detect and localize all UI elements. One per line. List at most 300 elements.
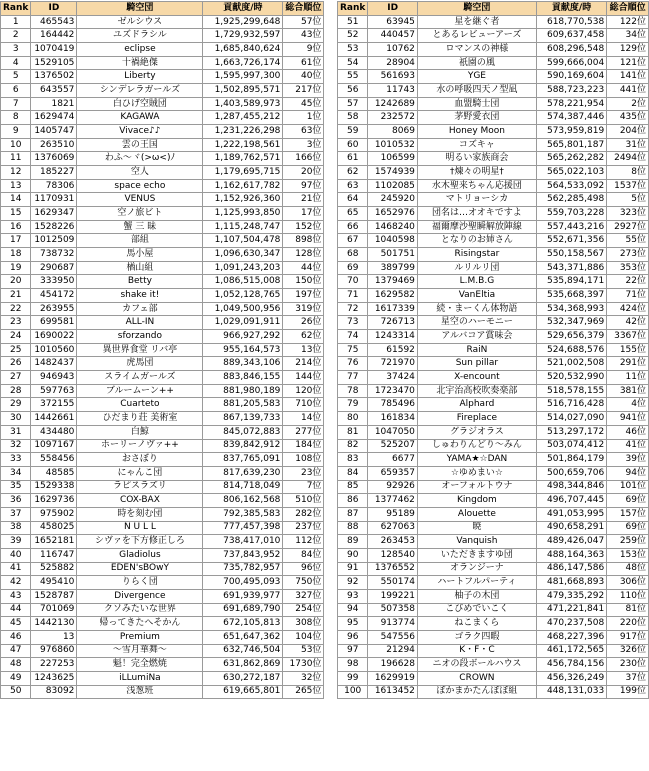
table-row [338,480,649,494]
rank-cell: 89 [338,535,368,549]
header-id: ID [31,2,77,16]
overall-rank-cell: 259位 [607,535,649,549]
guild-name-cell: シヴァを下方修正しろ [77,535,203,549]
overall-rank-cell: 8位 [607,166,649,180]
id-cell: 1010560 [31,343,77,357]
rank-cell: 59 [338,125,368,139]
guild-name-cell: カフェ部 [77,302,203,316]
contribution-cell: 565,022,103 [536,166,606,180]
rank-cell: 16 [1,220,31,234]
rank-cell: 33 [1,453,31,467]
table-row [338,671,649,685]
overall-rank-cell: 45位 [283,97,324,111]
contribution-cell: 735,782,957 [203,562,283,576]
contribution-cell: 456,784,156 [536,658,606,672]
table-row [1,302,324,316]
id-cell: 975902 [31,507,77,521]
overall-rank-cell: 4位 [607,398,649,412]
table-row [1,261,324,275]
contribution-cell: 619,665,801 [203,685,283,699]
id-cell: 785496 [368,398,418,412]
table-row [1,84,324,98]
overall-rank-cell: 48位 [607,562,649,576]
table-row [338,398,649,412]
contribution-cell: 496,707,445 [536,494,606,508]
rank-cell: 69 [338,261,368,275]
overall-rank-cell: 57位 [283,15,324,29]
id-cell: 83092 [31,685,77,699]
table-row [1,617,324,631]
contribution-cell: 883,846,155 [203,371,283,385]
contribution-cell: 534,368,993 [536,302,606,316]
contribution-cell: 574,387,446 [536,111,606,125]
contribution-cell: 479,335,292 [536,589,606,603]
guild-name-cell: ひだまり荘 美術室 [77,412,203,426]
id-cell: 1629919 [368,671,418,685]
table-row [1,15,324,29]
id-cell: 13 [31,630,77,644]
contribution-cell: 881,205,583 [203,398,283,412]
contribution-cell: 557,443,216 [536,220,606,234]
overall-rank-cell: 110位 [607,589,649,603]
overall-rank-cell: 112位 [283,535,324,549]
guild-name-cell: オーフォルトウナ [417,480,536,494]
contribution-cell: 1,663,726,174 [203,56,283,70]
table-row [1,507,324,521]
id-cell: 458025 [31,521,77,535]
guild-name-cell: iLLumiNa [77,671,203,685]
overall-rank-cell: 97位 [283,179,324,193]
contribution-cell: 632,746,504 [203,644,283,658]
table-row [1,562,324,576]
contribution-cell: 488,164,363 [536,548,606,562]
table-row [338,507,649,521]
table-row [1,56,324,70]
contribution-cell: 599,666,004 [536,56,606,70]
id-cell: 263510 [31,138,77,152]
overall-rank-cell: 34位 [607,29,649,43]
rank-cell: 91 [338,562,368,576]
id-cell: 1040598 [368,234,418,248]
guild-name-cell: コズキャ [417,138,536,152]
overall-rank-cell: 108位 [283,453,324,467]
overall-rank-cell: 3367位 [607,330,649,344]
table-row [1,630,324,644]
contribution-cell: 562,285,498 [536,193,606,207]
overall-rank-cell: 21位 [283,193,324,207]
overall-rank-cell: 61位 [283,56,324,70]
id-cell: 164442 [31,29,77,43]
rank-cell: 26 [1,357,31,371]
contribution-cell: 806,162,568 [203,494,283,508]
rank-cell: 41 [1,562,31,576]
header-id: ID [368,2,418,16]
table-row [1,357,324,371]
rank-cell: 39 [1,535,31,549]
guild-name-cell: アルバコア賞味会 [417,330,536,344]
id-cell: 1376552 [368,562,418,576]
rank-cell: 9 [1,125,31,139]
rank-cell: 17 [1,234,31,248]
rank-cell: 23 [1,316,31,330]
contribution-cell: 817,639,230 [203,466,283,480]
id-cell: 440457 [368,29,418,43]
contribution-cell: 867,139,733 [203,412,283,426]
overall-rank-cell: 41位 [607,439,649,453]
id-cell: 597763 [31,384,77,398]
rank-cell: 73 [338,316,368,330]
id-cell: 721970 [368,357,418,371]
id-cell: 199221 [368,589,418,603]
table-row [1,343,324,357]
contribution-cell: 845,072,883 [203,425,283,439]
id-cell: 465543 [31,15,77,29]
contribution-cell: 691,689,790 [203,603,283,617]
guild-name-cell: 福爾摩沙聖瞬解放陣線 [417,220,536,234]
contribution-cell: 535,894,171 [536,275,606,289]
table-body-left [1,15,324,699]
guild-name-cell: 星を継ぐ者 [417,15,536,29]
table-row [1,166,324,180]
contribution-cell: 470,237,508 [536,617,606,631]
overall-rank-cell: 7位 [283,480,324,494]
guild-name-cell: †煉々の明星† [417,166,536,180]
contribution-cell: 543,371,886 [536,261,606,275]
table-row [338,289,649,303]
overall-rank-cell: 265位 [283,685,324,699]
overall-rank-cell: 917位 [607,630,649,644]
table-row [338,357,649,371]
rank-cell: 52 [338,29,368,43]
contribution-cell: 792,385,583 [203,507,283,521]
guild-name-cell: シンデレラガールズ [77,84,203,98]
guild-name-cell: N U L L [77,521,203,535]
contribution-cell: 1,096,630,347 [203,248,283,262]
table-row [338,658,649,672]
guild-name-cell: CROWN [417,671,536,685]
table-row [1,603,324,617]
guild-name-cell: 白鯨 [77,425,203,439]
contribution-cell: 503,074,412 [536,439,606,453]
contribution-cell: 564,533,092 [536,179,606,193]
guild-name-cell: 白ひげ空賊団 [77,97,203,111]
contribution-cell: 1,287,455,212 [203,111,283,125]
table-row [338,644,649,658]
rank-cell: 34 [1,466,31,480]
contribution-cell: 565,801,187 [536,138,606,152]
id-cell: 1243625 [31,671,77,685]
id-cell: 558456 [31,453,77,467]
contribution-cell: 588,723,223 [536,84,606,98]
rank-cell: 19 [1,261,31,275]
table-row [338,412,649,426]
overall-rank-cell: 152位 [283,220,324,234]
overall-rank-cell: 327位 [283,589,324,603]
contribution-cell: 521,002,508 [536,357,606,371]
rank-cell: 62 [338,166,368,180]
rank-cell: 53 [338,43,368,57]
table-row [338,152,649,166]
id-cell: 37424 [368,371,418,385]
table-row [1,316,324,330]
id-cell: 8069 [368,125,418,139]
id-cell: 1629347 [31,207,77,221]
guild-name-cell: ゼルシウス [77,15,203,29]
id-cell: 1102085 [368,179,418,193]
id-cell: 372155 [31,398,77,412]
contribution-cell: 501,864,179 [536,453,606,467]
contribution-cell: 691,939,977 [203,589,283,603]
guild-name-cell: ALL-IN [77,316,203,330]
table-row [338,125,649,139]
contribution-cell: 456,326,249 [536,671,606,685]
table-row [1,70,324,84]
overall-rank-cell: 128位 [283,248,324,262]
guild-name-cell: ゴラク四暇 [417,630,536,644]
table-row [338,166,649,180]
contribution-cell: 881,980,189 [203,384,283,398]
rank-cell: 75 [338,343,368,357]
header-row [338,2,649,16]
guild-name-cell: クソみたいな世界 [77,603,203,617]
overall-rank-cell: 9位 [283,43,324,57]
guild-name-cell: 祇園の風 [417,56,536,70]
table-row [1,207,324,221]
overall-rank-cell: 510位 [283,494,324,508]
rank-cell: 14 [1,193,31,207]
rank-cell: 81 [338,425,368,439]
overall-rank-cell: 144位 [283,371,324,385]
table-row [1,43,324,57]
overall-rank-cell: 14位 [283,412,324,426]
id-cell: 550174 [368,576,418,590]
id-cell: 21294 [368,644,418,658]
id-cell: 196628 [368,658,418,672]
id-cell: 699581 [31,316,77,330]
contribution-cell: 535,668,397 [536,289,606,303]
guild-name-cell: COX-BAX [77,494,203,508]
contribution-cell: 737,843,952 [203,548,283,562]
rank-cell: 20 [1,275,31,289]
table-row [338,15,649,29]
guild-name-cell: ～雪月華舞～ [77,644,203,658]
contribution-cell: 837,765,091 [203,453,283,467]
rank-cell: 2 [1,29,31,43]
guild-name-cell: Vanquish [417,535,536,549]
overall-rank-cell: 441位 [607,84,649,98]
guild-name-cell: マトリョーシカ [417,193,536,207]
guild-name-cell: Fireplace [417,412,536,426]
id-cell: 6677 [368,453,418,467]
overall-rank-cell: 62位 [283,330,324,344]
id-cell: 738732 [31,248,77,262]
guild-name-cell: ニオの段ボールハウス [417,658,536,672]
id-cell: 1629736 [31,494,77,508]
overall-rank-cell: 2494位 [607,152,649,166]
table-row [338,494,649,508]
table-row [1,179,324,193]
contribution-cell: 491,053,995 [536,507,606,521]
id-cell: 507358 [368,603,418,617]
id-cell: 106599 [368,152,418,166]
id-cell: 116747 [31,548,77,562]
overall-rank-cell: 122位 [607,15,649,29]
contribution-cell: 1,925,299,648 [203,15,283,29]
guild-name-cell: こびめでいこく [417,603,536,617]
rank-cell: 100 [338,685,368,699]
id-cell: 659357 [368,466,418,480]
guild-name-cell: 北宇治高校吹奏楽部 [417,384,536,398]
id-cell: 547556 [368,630,418,644]
id-cell: 913774 [368,617,418,631]
id-cell: 63945 [368,15,418,29]
header-overall-rank: 総合順位 [607,2,649,16]
contribution-cell: 618,770,538 [536,15,606,29]
id-cell: 1170931 [31,193,77,207]
id-cell: 976860 [31,644,77,658]
id-cell: 78306 [31,179,77,193]
rank-cell: 70 [338,275,368,289]
rank-cell: 29 [1,398,31,412]
overall-rank-cell: 96位 [283,562,324,576]
ranking-table-right [337,1,649,699]
contribution-cell: 578,221,954 [536,97,606,111]
guild-name-cell: 馬小屋 [77,248,203,262]
table-row [338,617,649,631]
contribution-cell: 966,927,292 [203,330,283,344]
rank-cell: 51 [338,15,368,29]
table-row [338,220,649,234]
id-cell: 128540 [368,548,418,562]
table-row [338,316,649,330]
guild-name-cell: Kingdom [417,494,536,508]
overall-rank-cell: 153位 [607,548,649,562]
contribution-cell: 889,343,106 [203,357,283,371]
id-cell: 1405747 [31,125,77,139]
rank-cell: 50 [1,685,31,699]
guild-name-cell: ねこまくら [417,617,536,631]
overall-rank-cell: 2927位 [607,220,649,234]
overall-rank-cell: 44位 [283,261,324,275]
contribution-cell: 955,164,573 [203,343,283,357]
header-overall-rank: 総合順位 [283,2,324,16]
id-cell: 1242689 [368,97,418,111]
rank-cell: 37 [1,507,31,521]
id-cell: 263955 [31,302,77,316]
rank-cell: 7 [1,97,31,111]
guild-name-cell: Sun pillar [417,357,536,371]
overall-rank-cell: 71位 [607,289,649,303]
contribution-cell: 1,125,993,850 [203,207,283,221]
table-row [1,589,324,603]
contribution-cell: 500,659,706 [536,466,606,480]
guild-name-cell: Liberty [77,70,203,84]
guild-name-cell: VanEltia [417,289,536,303]
table-row [338,548,649,562]
table-row [338,302,649,316]
overall-rank-cell: 898位 [283,234,324,248]
overall-rank-cell: 319位 [283,302,324,316]
id-cell: 1528787 [31,589,77,603]
guild-name-cell: ロマンスの神様 [417,43,536,57]
header-guild: 騎空団 [417,2,536,16]
id-cell: 389799 [368,261,418,275]
table-row [1,398,324,412]
id-cell: 232572 [368,111,418,125]
id-cell: 1070419 [31,43,77,57]
table-row [1,289,324,303]
contribution-cell: 630,272,187 [203,671,283,685]
id-cell: 1377462 [368,494,418,508]
guild-name-cell: Divergence [77,589,203,603]
rank-cell: 68 [338,248,368,262]
rank-cell: 21 [1,289,31,303]
rank-cell: 24 [1,330,31,344]
overall-rank-cell: 84位 [283,548,324,562]
id-cell: 1442661 [31,412,77,426]
rank-cell: 45 [1,617,31,631]
rank-cell: 28 [1,384,31,398]
rank-cell: 18 [1,248,31,262]
contribution-cell: 839,842,912 [203,439,283,453]
table-row [1,371,324,385]
overall-rank-cell: 69位 [607,494,649,508]
contribution-cell: 448,131,033 [536,685,606,699]
id-cell: 1574939 [368,166,418,180]
table-row [1,248,324,262]
rank-cell: 96 [338,630,368,644]
overall-rank-cell: 141位 [607,70,649,84]
table-row [1,494,324,508]
ranking-table-left [0,1,324,699]
guild-name-cell: 雲の王国 [77,138,203,152]
rank-cell: 6 [1,84,31,98]
table-row [1,234,324,248]
id-cell: 28904 [368,56,418,70]
table-row [1,548,324,562]
contribution-cell: 532,347,969 [536,316,606,330]
id-cell: 1097167 [31,439,77,453]
id-cell: 495410 [31,576,77,590]
overall-rank-cell: 941位 [607,412,649,426]
guild-name-cell: Alouette [417,507,536,521]
header-row [1,2,324,16]
guild-name-cell: 団名は…オオキですよ [417,207,536,221]
table-row [338,70,649,84]
table-row [338,84,649,98]
table-row [1,97,324,111]
overall-rank-cell: 217位 [283,84,324,98]
contribution-cell: 468,227,396 [536,630,606,644]
table-row [338,453,649,467]
overall-rank-cell: 157位 [607,507,649,521]
rank-cell: 47 [1,644,31,658]
contribution-cell: 608,296,548 [536,43,606,57]
guild-name-cell: Vivace♪♪ [77,125,203,139]
id-cell: 1468240 [368,220,418,234]
rank-cell: 49 [1,671,31,685]
overall-rank-cell: 120位 [283,384,324,398]
overall-rank-cell: 277位 [283,425,324,439]
overall-rank-cell: 31位 [607,138,649,152]
overall-rank-cell: 101位 [607,480,649,494]
overall-rank-cell: 11位 [607,371,649,385]
overall-rank-cell: 237位 [283,521,324,535]
table-row [1,111,324,125]
id-cell: 434480 [31,425,77,439]
rank-cell: 32 [1,439,31,453]
id-cell: 1529338 [31,480,77,494]
